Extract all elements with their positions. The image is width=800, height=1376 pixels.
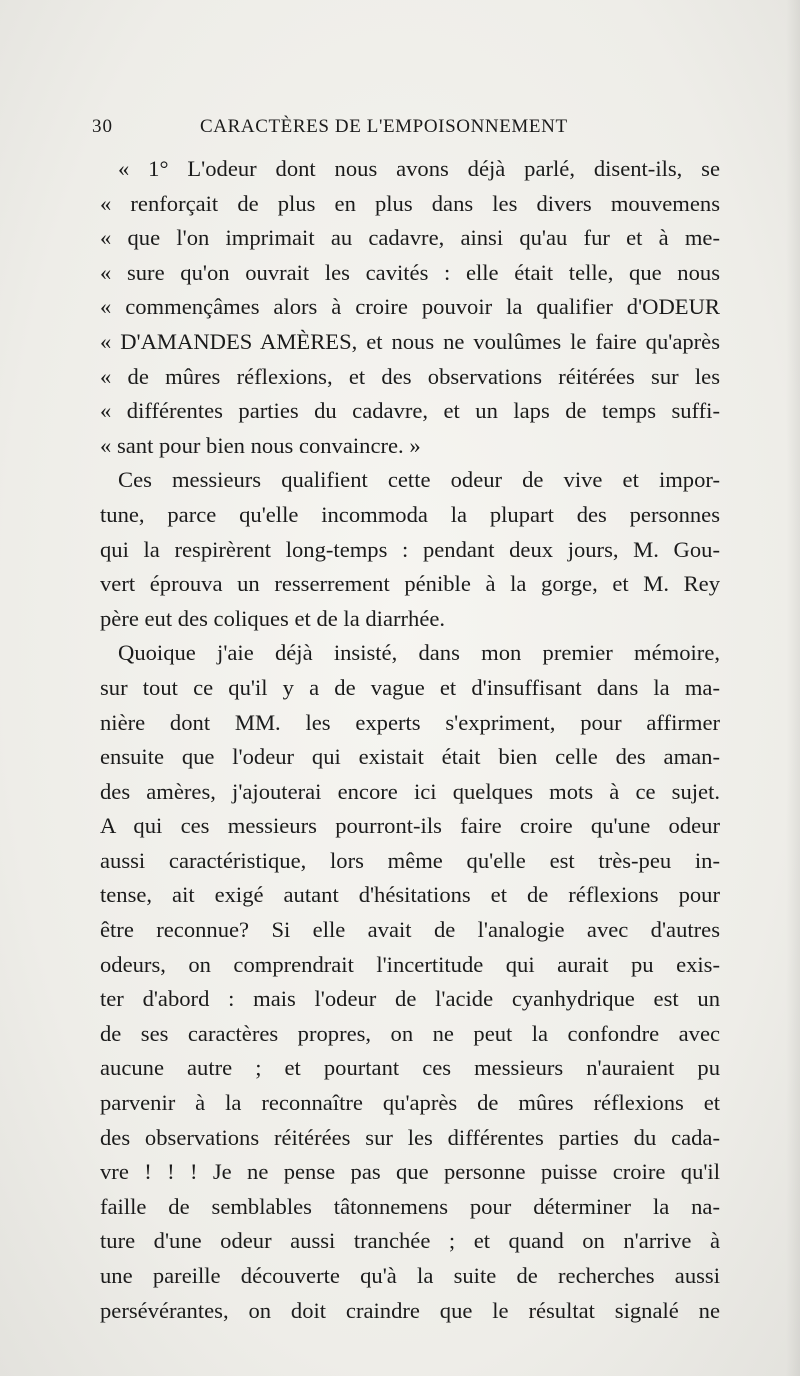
text-line	[100, 982, 720, 1017]
text-line-content: père eut des coliques et de la diarrhée.	[100, 605, 446, 631]
text-line	[100, 1155, 720, 1190]
text-line-content: « renforçait de plus en plus dans les divers mouvemens	[100, 190, 720, 216]
text-line-content: une pareille découverte qu'à la suite de recherches aussi	[100, 1263, 720, 1288]
text-line	[100, 809, 720, 844]
text-line-content: des observations réitérées sur les différentes parties du cada-	[100, 1124, 720, 1150]
text-line-content: « sure qu'on ouvrait les cavités : elle était telle, que nous	[100, 259, 720, 285]
text-line-content: qui la respirèrent long-temps : pendant deux jours, M. Gou-	[100, 536, 720, 562]
text-line	[100, 948, 720, 983]
text-line	[100, 636, 720, 671]
text-line-content: « D'AMANDES AMÈRES, et nous ne voulûmes le faire qu'après	[100, 328, 720, 354]
text-line-content: vert éprouva un resserrement pénible à la gorge, et M. Rey	[100, 571, 720, 597]
text-line-content: aussi caractéristique, lors même qu'elle est très-peu in-	[100, 847, 720, 873]
text-line	[100, 1294, 720, 1329]
text-line	[100, 913, 720, 948]
text-line	[100, 533, 720, 568]
text-line	[100, 844, 720, 879]
text-line	[100, 602, 720, 637]
text-line-content: sur tout ce qu'il y a de vague et d'insuffisant dans la ma-	[100, 674, 720, 700]
text-line	[100, 706, 720, 741]
text-line-content: être reconnue? Si elle avait de l'analogie avec d'autres	[100, 917, 720, 943]
page-number: 30	[92, 116, 113, 137]
text-line	[100, 1224, 720, 1259]
text-line-content: aucune autre ; et pourtant ces messieurs n'auraient pu	[100, 1055, 720, 1081]
page-edge-shadow	[786, 0, 800, 1376]
text-line-content: Ces messieurs qualifient cette odeur de vive et impor-	[118, 467, 720, 493]
text-line-content: « commençâmes alors à croire pouvoir la qualifier d'ODEUR	[100, 294, 720, 320]
text-line	[100, 290, 720, 325]
text-line	[100, 1017, 720, 1052]
text-line-content: de ses caractères propres, on ne peut la confondre avec	[100, 1020, 720, 1046]
text-line	[100, 1086, 720, 1121]
text-line-content: ensuite que l'odeur qui existait était bien celle des aman-	[100, 744, 720, 770]
text-line	[100, 152, 720, 187]
text-line	[100, 256, 720, 291]
text-line	[100, 878, 720, 913]
text-line-content: « sant pour bien nous convaincre. »	[100, 432, 421, 458]
text-line-content: « différentes parties du cadavre, et un laps de temps suffi-	[100, 398, 720, 424]
text-line-content: nière dont MM. les experts s'expriment, pour affirmer	[100, 709, 720, 735]
text-line-content: tense, ait exigé autant d'hésitations et de réflexions pour	[100, 882, 720, 908]
text-line	[100, 775, 720, 810]
text-line	[100, 394, 720, 429]
text-line	[100, 1121, 720, 1156]
text-line-content: « de mûres réflexions, et des observations réitérées sur les	[100, 363, 720, 389]
page-body-text	[100, 152, 720, 1328]
text-line-content: vre ! ! ! Je ne pense pas que personne puisse croire qu'il	[100, 1159, 720, 1185]
text-line	[100, 1051, 720, 1086]
text-line	[100, 567, 720, 602]
text-line	[100, 463, 720, 498]
text-line	[100, 429, 720, 464]
text-line-content: A qui ces messieurs pourront-ils faire croire qu'une odeur	[100, 813, 720, 839]
text-line	[100, 187, 720, 222]
text-line-content: parvenir à la reconnaître qu'après de mûres réflexions et	[100, 1090, 720, 1116]
text-line-content: ter d'abord : mais l'odeur de l'acide cyanhydrique est un	[100, 986, 720, 1012]
text-line-content: odeurs, on comprendrait l'incertitude qui aurait pu exis-	[100, 951, 720, 977]
text-line-content: Quoique j'aie déjà insisté, dans mon premier mémoire,	[118, 640, 720, 666]
text-line	[100, 360, 720, 395]
text-line	[100, 1190, 720, 1225]
text-line	[100, 498, 720, 533]
text-line-content: des amères, j'ajouterai encore ici quelques mots à ce sujet.	[100, 778, 720, 804]
text-line-content: tune, parce qu'elle incommoda la plupart des personnes	[100, 501, 720, 527]
text-line	[100, 671, 720, 706]
text-line	[100, 740, 720, 775]
text-line-content: persévérantes, on doit craindre que le résultat signalé ne	[100, 1297, 720, 1323]
running-title: CARACTÈRES DE L'EMPOISONNEMENT	[200, 116, 568, 137]
text-line	[100, 325, 720, 360]
text-line	[100, 221, 720, 256]
text-line-content: ture d'une odeur aussi tranchée ; et quand on n'arrive à	[100, 1228, 720, 1254]
text-line-content: faille de semblables tâtonnemens pour déterminer la na-	[100, 1193, 720, 1219]
text-line-content: « 1° L'odeur dont nous avons déjà parlé, disent-ils, se	[118, 156, 720, 181]
text-line	[100, 1259, 720, 1294]
text-line-content: « que l'on imprimait au cadavre, ainsi qu'au fur et à me-	[100, 225, 720, 251]
